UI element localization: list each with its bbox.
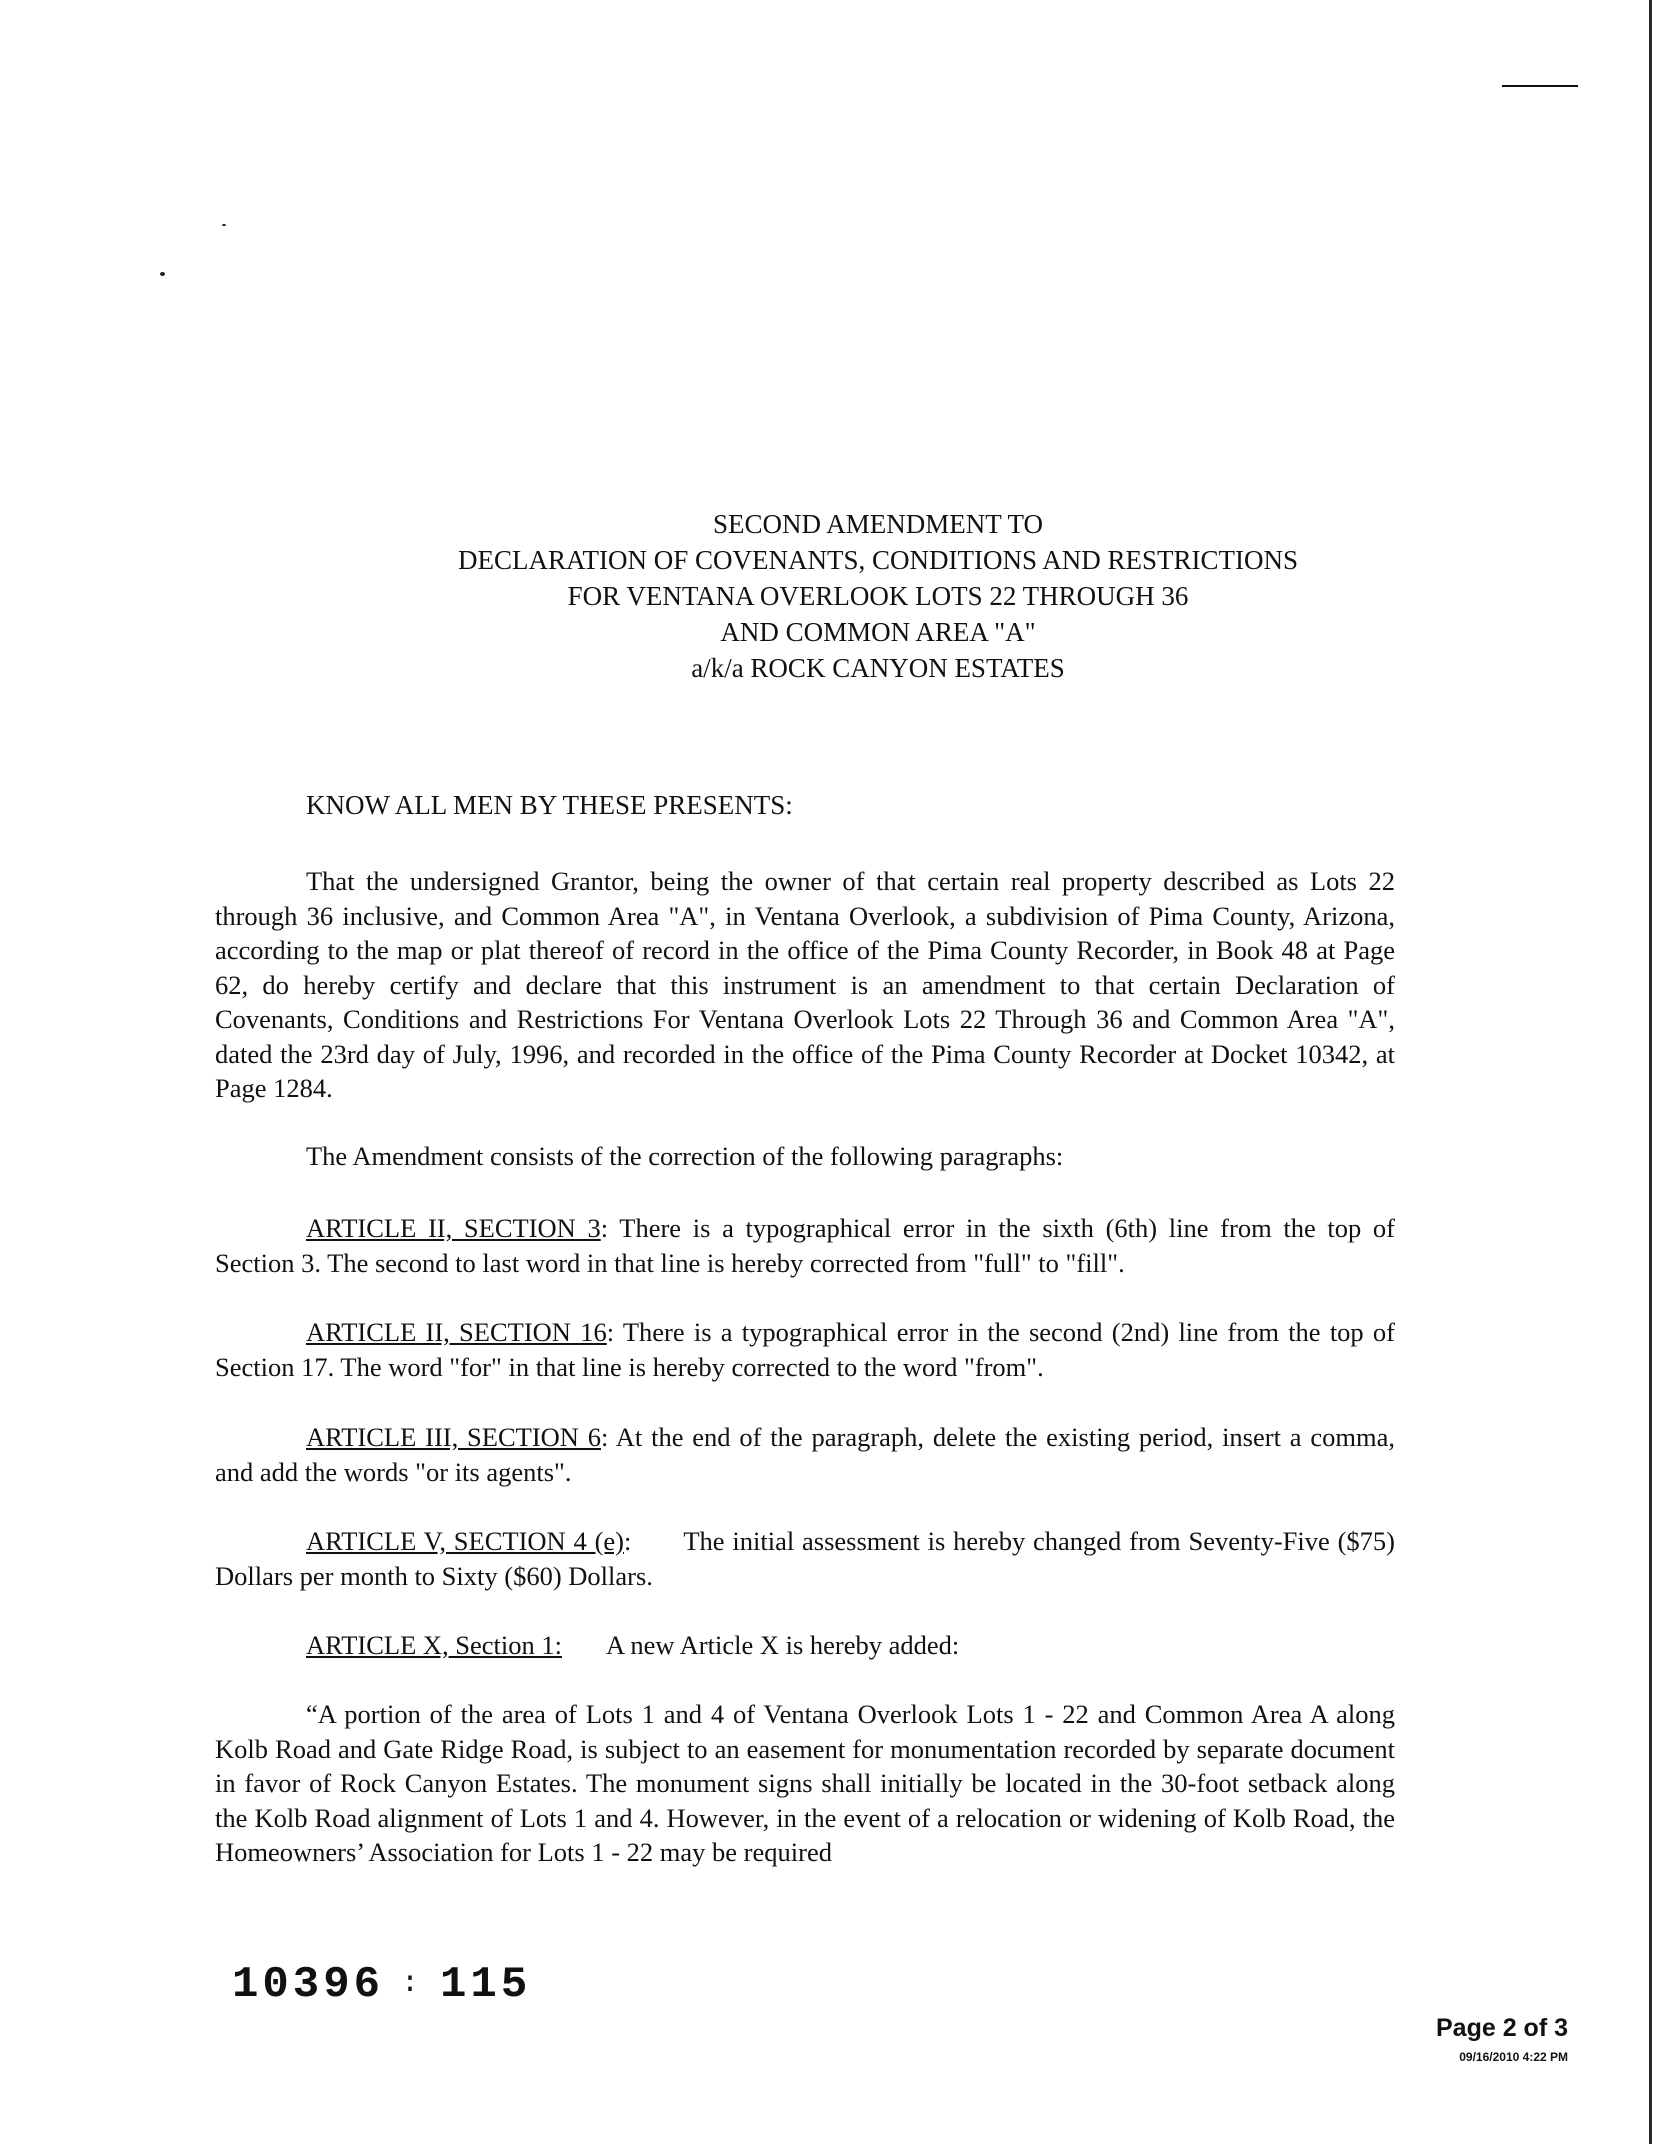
- docket-page: 115: [440, 1960, 532, 2010]
- docket-number: 10396: [232, 1960, 385, 2010]
- docket-stamp: [232, 1960, 531, 2010]
- article-reference: ARTICLE V, SECTION 4 (e): [306, 1526, 624, 1556]
- article-paragraph: [215, 1315, 1395, 1384]
- article-reference: ARTICLE II, SECTION 3: [306, 1213, 601, 1243]
- print-timestamp: 09/16/2010 4:22 PM: [1459, 2050, 1568, 2064]
- article-reference: ARTICLE X, Section 1:: [306, 1630, 563, 1660]
- presents-heading: KNOW ALL MEN BY THESE PRESENTS:: [306, 790, 793, 820]
- article-text: A new Article X is hereby added:: [606, 1630, 960, 1660]
- article-reference: ARTICLE II, SECTION 16: [306, 1317, 607, 1347]
- scan-mark-dash: [1502, 85, 1578, 87]
- article-text: The initial assessment is hereby changed from Seventy-Five ($75) Dollars per month to Sixty ($60) Dollars.: [215, 1526, 1395, 1591]
- document-title: [0, 506, 1664, 686]
- title-line: FOR VENTANA OVERLOOK LOTS 22 THROUGH 36: [567, 581, 1189, 611]
- amendment-intro-text: The Amendment consists of the correction of the following paragraphs:: [306, 1141, 1064, 1171]
- amendment-intro: [215, 1139, 1395, 1174]
- intro-paragraph: [215, 864, 1395, 1106]
- title-line: a/k/a ROCK CANYON ESTATES: [691, 653, 1065, 683]
- docket-separator: :: [401, 1967, 424, 2002]
- article-paragraph: [215, 1211, 1395, 1280]
- title-line: AND COMMON AREA "A": [720, 617, 1036, 647]
- article-reference: ARTICLE III, SECTION 6: [306, 1422, 602, 1452]
- article-text: : There is a typographical error in the sixth (6th) line from the top of Section 3. The second to last word in that line is hereby corrected from "full" to "fill".: [215, 1213, 1396, 1278]
- quoted-paragraph: [215, 1697, 1395, 1870]
- article-paragraph: ARTICLE V, SECTION 4 (e): The initial assessment is hereby changed from Seventy-Five ($75) Dollars per month to Sixty ($60) Dollars.: [215, 1526, 1395, 1591]
- article-text: : There is a typographical error in the second (2nd) line from the top of Section 17. The word "for" in that line is hereby corrected to the word "from".: [215, 1317, 1396, 1382]
- scan-speck: [222, 224, 226, 226]
- article-paragraph: [215, 1628, 1395, 1663]
- intro-paragraph-text: That the undersigned Grantor, being the owner of that certain real property described as Lots 22 through 36 inclusive, and Common Area "A", in Ventana Overlook, a subdivision of Pima County, Arizona, according to the map or plat thereof of record in the office of the Pima County Recorder, in Book 48 at Page 62, do hereby certify and declare that this instrument is an amendment to that certain Declaration of Covenants, Conditions and Restrictions For Ventana Overlook Lots 22 Through 36 and Common Area "A", dated the 23rd day of July, 1996, and recorded in the office of the Pima County Recorder at Docket 10342, at Page 1284.: [215, 866, 1395, 1103]
- page-number: Page 2 of 3: [1436, 2014, 1568, 2042]
- scan-edge-line: [1649, 0, 1652, 2144]
- scan-speck: [160, 272, 165, 276]
- title-line: DECLARATION OF COVENANTS, CONDITIONS AND RESTRICTIONS: [457, 545, 1299, 575]
- title-line: SECOND AMENDMENT TO: [712, 509, 1044, 539]
- article-text: : At the end of the paragraph, delete the existing period, insert a comma, and add the words "or its agents".: [215, 1422, 1395, 1487]
- quoted-paragraph-text: “A portion of the area of Lots 1 and 4 of Ventana Overlook Lots 1 - 22 and Common Area A along Kolb Road and Gate Ridge Road, is subject to an easement for monumentation recorded by separate document in favor of Rock Canyon Estates. The monument signs shall initially be located in the 30-foot setback along the Kolb Road alignment of Lots 1 and 4. However, in the event of a relocation or widening of Kolb Road, the Homeowners’ Association for Lots 1 - 22 may be required: [215, 1699, 1395, 1867]
- article-paragraph: [215, 1420, 1395, 1489]
